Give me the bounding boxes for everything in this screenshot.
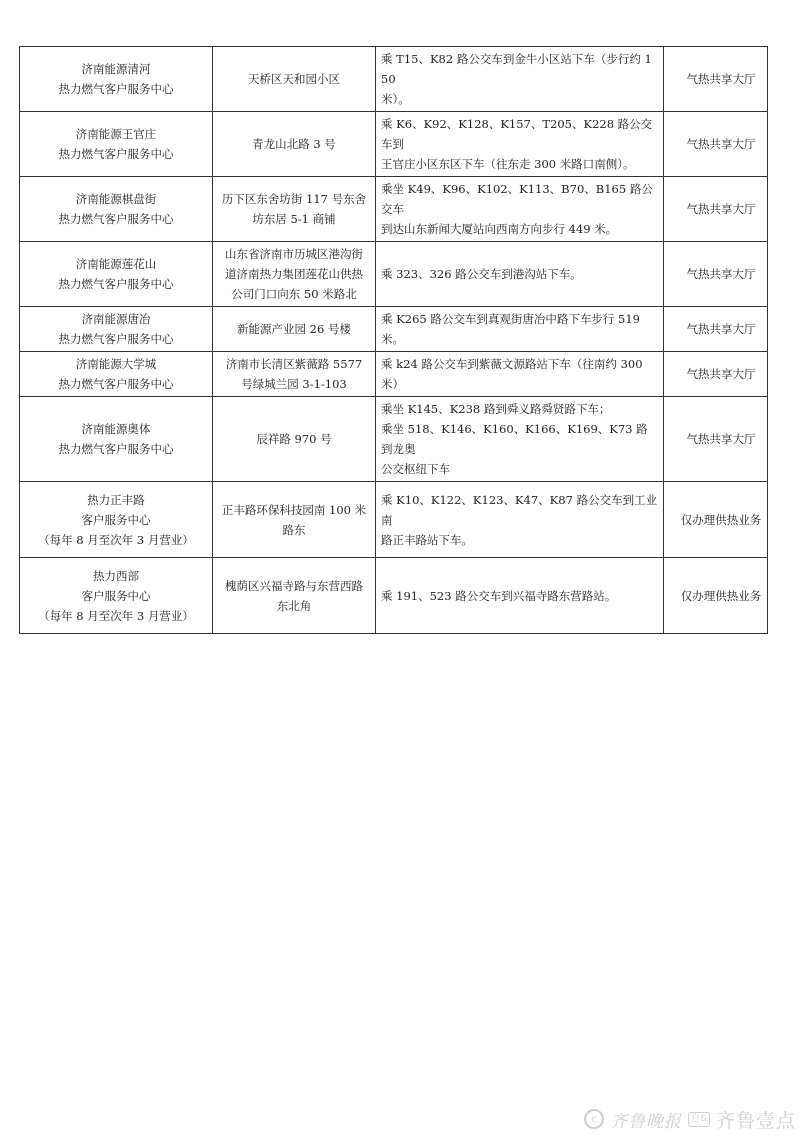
address-line: 正丰路环保科技园南 100 米: [221, 502, 367, 517]
address-line: 天桥区天和园小区: [248, 72, 340, 86]
watermark-logo-box: 自&: [688, 1112, 710, 1127]
address-line: 济南市长清区紫薇路 5577: [225, 357, 363, 371]
bus-route-cell: [376, 397, 664, 482]
bus-route-line: 路正丰路站下车。: [381, 532, 473, 547]
address-line: 山东省济南市历城区港沟街: [225, 247, 363, 261]
address-line: 槐荫区兴福寺路与东营西路: [225, 578, 363, 593]
address-cell: [213, 177, 376, 242]
center-name-cell: [20, 112, 213, 177]
center-name-cell: [20, 307, 213, 352]
center-name-line: （每年 8 月至次年 3 月营业）: [38, 532, 194, 547]
watermark: [584, 1106, 796, 1132]
note-cell: 气热共享大厅: [664, 112, 768, 177]
note-cell: 气热共享大厅: [664, 47, 768, 112]
center-name-line: 热力燃气客户服务中心: [58, 377, 174, 391]
center-name-line: 济南能源清河: [81, 62, 151, 76]
bus-route-cell: [376, 352, 664, 397]
center-name-line: 济南能源奥体: [81, 422, 151, 436]
center-name-line: 客户服务中心: [81, 512, 151, 527]
center-name-line: 热力西部: [93, 568, 139, 583]
bus-route-line: 公交枢纽下车: [381, 462, 450, 476]
address-line: 道济南热力集团莲花山供热: [225, 267, 363, 281]
bus-route-line: 乘坐 K145、K238 路到舜义路舜贤路下车；: [381, 402, 611, 416]
bus-route-cell: [376, 47, 664, 112]
table-row: [20, 177, 768, 242]
center-name-cell: [20, 558, 213, 634]
address-line: 辰祥路 970 号: [256, 432, 332, 446]
address-line: 新能源产业园 26 号楼: [237, 322, 351, 336]
note-cell: 仅办理供热业务: [664, 558, 768, 634]
center-name-line: 客户服务中心: [81, 588, 151, 603]
watermark-left-text: 齐鲁晚报: [609, 1111, 682, 1132]
table-row: [20, 482, 768, 558]
table-row: [20, 558, 768, 634]
center-name-line: 热力燃气客户服务中心: [58, 147, 174, 161]
bus-route-cell: [376, 482, 664, 558]
note-cell: 气热共享大厅: [664, 352, 768, 397]
center-name-line: 济南能源王官庄: [75, 127, 157, 141]
center-name-line: 热力燃气客户服务中心: [58, 212, 174, 226]
table-row: [20, 397, 768, 482]
bus-route-cell: [376, 177, 664, 242]
center-name-line: 热力燃气客户服务中心: [58, 442, 174, 456]
bus-route-line: 米。: [381, 332, 404, 346]
address-line: 青龙山北路 3 号: [252, 137, 336, 151]
address-cell: [213, 307, 376, 352]
bus-route-cell: [376, 112, 664, 177]
copyright-icon: c: [584, 1109, 604, 1129]
service-center-table-container: [19, 46, 767, 634]
table-row: [20, 112, 768, 177]
center-name-line: 热力燃气客户服务中心: [58, 277, 174, 291]
bus-route-line: 乘 K10、K122、K123、K47、K87 路公交车到工业南: [381, 492, 658, 527]
center-name-cell: [20, 242, 213, 307]
note-cell: 仅办理供热业务: [664, 482, 768, 558]
bus-route-line: 乘坐 K49、K96、K102、K113、B70、B165 路公交车: [381, 182, 653, 216]
center-name-cell: [20, 177, 213, 242]
table-row: [20, 47, 768, 112]
bus-route-cell: [376, 307, 664, 352]
bus-route-line: 乘 191、523 路公交车到兴福寺路东营路站。: [381, 588, 617, 603]
address-line: 路东: [282, 522, 306, 537]
bus-route-line: 王官庄小区东区下车（往东走 300 米路口南侧）。: [381, 157, 635, 171]
address-line: 坊东居 5-1 商铺: [252, 212, 336, 226]
address-cell: [213, 112, 376, 177]
bus-route-line: 米）: [381, 377, 404, 391]
address-line: 东北角: [276, 598, 312, 613]
bus-route-line: 乘坐 518、K146、K160、K166、K169、K73 路到龙奥: [381, 422, 648, 456]
note-cell: 气热共享大厅: [664, 397, 768, 482]
bus-route-line: 到达山东新闻大厦站向西南方向步行 449 米。: [381, 222, 618, 236]
center-name-line: 济南能源棋盘街: [75, 192, 157, 206]
address-cell: [213, 352, 376, 397]
table-row: [20, 242, 768, 307]
center-name-line: （每年 8 月至次年 3 月营业）: [38, 608, 194, 623]
center-name-cell: [20, 352, 213, 397]
table-row: [20, 307, 768, 352]
table-body: [20, 47, 768, 634]
bus-route-cell: [376, 242, 664, 307]
table-row: [20, 352, 768, 397]
note-cell: 气热共享大厅: [664, 177, 768, 242]
center-name-line: 济南能源莲花山: [75, 257, 157, 271]
bus-route-line: 乘 K6、K92、K128、K157、T205、K228 路公交车到: [381, 117, 653, 151]
center-name-cell: [20, 482, 213, 558]
address-line: 公司门口向东 50 米路北: [231, 287, 357, 301]
address-line: 号绿城兰园 3-1-103: [241, 377, 347, 391]
address-cell: [213, 558, 376, 634]
note-cell: 气热共享大厅: [664, 307, 768, 352]
center-name-cell: [20, 47, 213, 112]
bus-route-line: 乘 K265 路公交车到真观街唐冶中路下车步行 519: [381, 312, 640, 326]
center-name-line: 济南能源唐冶: [81, 312, 151, 326]
center-name-line: 热力正丰路: [87, 492, 145, 507]
address-cell: [213, 482, 376, 558]
bus-route-line: 乘 323、326 路公交车到港沟站下车。: [381, 267, 582, 281]
watermark-right-text: 齐鲁壹点: [715, 1109, 796, 1132]
bus-route-line: 乘 k24 路公交车到紫薇文源路站下车（往南约 300: [381, 357, 643, 371]
address-cell: [213, 47, 376, 112]
address-line: 历下区东舍坊街 117 号东舍: [221, 192, 367, 206]
center-name-line: 济南能源大学城: [75, 357, 157, 371]
bus-route-cell: [376, 558, 664, 634]
center-name-cell: [20, 397, 213, 482]
bus-route-line: 米）。: [381, 92, 410, 106]
center-name-line: 热力燃气客户服务中心: [58, 82, 174, 96]
address-cell: [213, 242, 376, 307]
address-cell: [213, 397, 376, 482]
center-name-line: 热力燃气客户服务中心: [58, 332, 174, 346]
bus-route-line: 乘 T15、K82 路公交车到金牛小区站下车（步行约 150: [381, 52, 652, 86]
note-cell: 气热共享大厅: [664, 242, 768, 307]
service-center-table: [19, 46, 768, 634]
